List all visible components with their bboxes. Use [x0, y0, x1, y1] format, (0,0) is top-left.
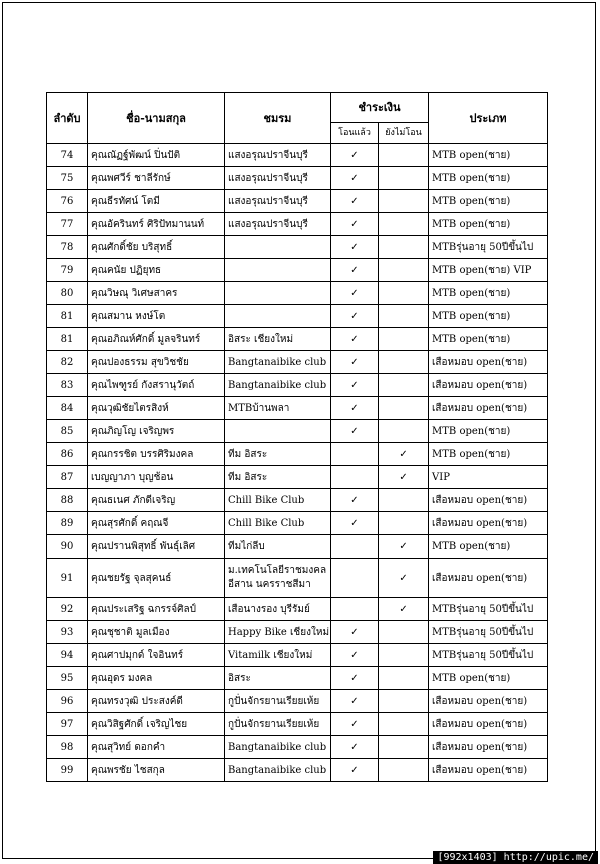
table-row [47, 736, 548, 759]
table-row [47, 535, 548, 559]
row-transferred [331, 305, 379, 328]
row-club: MTBบ้านพลา [225, 397, 331, 420]
check-icon: ✓ [399, 572, 408, 584]
row-category: เสือหมอบ open(ชาย) [429, 397, 548, 420]
row-not-transferred [379, 598, 429, 621]
row-name: คุณชุชาติ มูลเมือง [88, 621, 225, 644]
row-transferred [331, 690, 379, 713]
row-name: คุณคนัย ปฏิยุทธ [88, 259, 225, 282]
row-number: 82 [47, 351, 88, 374]
row-name: คุณประเสริฐ ฉกรรจ์ศิลป์ [88, 598, 225, 621]
check-icon: ✓ [350, 649, 359, 661]
check-icon: ✓ [399, 471, 408, 483]
row-transferred [331, 759, 379, 782]
check-icon: ✓ [399, 541, 408, 552]
row-transferred [331, 512, 379, 535]
row-number: 85 [47, 420, 88, 443]
row-club: กูปั่นจักรยานเรียยเห้ย [225, 690, 331, 713]
row-name: คุณไพฑูรย์ กังสรานุวัตถ์ [88, 374, 225, 397]
row-club: Bangtanaibike club [225, 759, 331, 782]
row-transferred [331, 713, 379, 736]
row-transferred [331, 443, 379, 466]
table-row [47, 559, 548, 598]
row-not-transferred [379, 466, 429, 489]
table-row [47, 144, 548, 167]
row-club: ทีม อิสระ [225, 443, 331, 466]
row-not-transferred [379, 190, 429, 213]
check-icon: ✓ [350, 764, 359, 776]
row-category: เสือหมอบ open(ชาย) [429, 351, 548, 374]
row-not-transferred [379, 282, 429, 305]
row-club: ทีม อิสระ [225, 466, 331, 489]
row-transferred [331, 736, 379, 759]
row-not-transferred [379, 443, 429, 466]
table-row [47, 190, 548, 213]
row-club-line1: ม.เทคโนโลยีราชมงคล [228, 565, 327, 576]
row-name: คุณปองธรรม สุขวิชชัย [88, 351, 225, 374]
row-transferred [331, 535, 379, 559]
row-name: คุณปรานพิสุทธิ์ พันธุ์เลิศ [88, 535, 225, 559]
row-transferred [331, 282, 379, 305]
table-row [47, 213, 548, 236]
row-number: 90 [47, 535, 88, 559]
row-number: 92 [47, 598, 88, 621]
row-club: เสือนางรอง บุรีรัมย์ [225, 598, 331, 621]
row-transferred [331, 621, 379, 644]
row-name: คุณสมาน หงษ์โต [88, 305, 225, 328]
row-category: MTB open(ชาย) VIP [429, 259, 548, 282]
row-not-transferred [379, 213, 429, 236]
row-name: คุณวุฒิชัยไตรสิงห์ [88, 397, 225, 420]
row-club: กูปั่นจักรยานเรียยเห้ย [225, 713, 331, 736]
table-row [47, 489, 548, 512]
registration-table [46, 92, 548, 782]
table-row [47, 667, 548, 690]
check-icon: ✓ [350, 241, 359, 253]
row-name: คุณกรรชิต บรรศิริมงคล [88, 443, 225, 466]
row-club: อิสระ เชียงใหม่ [225, 328, 331, 351]
row-transferred [331, 598, 379, 621]
row-not-transferred [379, 621, 429, 644]
row-club [225, 420, 331, 443]
row-not-transferred [379, 690, 429, 713]
row-category: เสือหมอบ open(ชาย) [429, 512, 548, 535]
row-category: เสือหมอบ open(ชาย) [429, 489, 548, 512]
row-category: MTB open(ชาย) [429, 667, 548, 690]
table-row [47, 466, 548, 489]
row-category: MTBรุ่นอายุ 50ปีขึ้นไป [429, 598, 548, 621]
row-not-transferred [379, 420, 429, 443]
row-number: 96 [47, 690, 88, 713]
row-not-transferred [379, 236, 429, 259]
row-name: คุณวิษณุ วิเศษสาคร [88, 282, 225, 305]
header-club: ชมรม [225, 93, 331, 144]
row-category: MTB open(ชาย) [429, 420, 548, 443]
row-number: 98 [47, 736, 88, 759]
row-transferred [331, 489, 379, 512]
row-number: 76 [47, 190, 88, 213]
table-row [47, 167, 548, 190]
row-not-transferred [379, 259, 429, 282]
row-club: แสงอรุณปราจีนบุรี [225, 144, 331, 167]
row-name: คุณสุรศักดิ์ คฤณจี [88, 512, 225, 535]
table-row [47, 282, 548, 305]
row-name: คุณศักดิ์ชัย บริสุทธิ์ [88, 236, 225, 259]
row-not-transferred [379, 713, 429, 736]
row-number: 83 [47, 374, 88, 397]
row-not-transferred [379, 644, 429, 667]
row-category: MTB open(ชาย) [429, 305, 548, 328]
row-transferred [331, 213, 379, 236]
row-category: MTB open(ชาย) [429, 535, 548, 559]
check-icon: ✓ [350, 310, 359, 322]
row-not-transferred [379, 328, 429, 351]
row-name: คุณอัครินทร์ ศิริปัทมานนท์ [88, 213, 225, 236]
table-row [47, 512, 548, 535]
row-name: คุณศาปมุกด์ ใจอินทร์ [88, 644, 225, 667]
header-not-transferred: ยังไม่โอน [379, 123, 429, 144]
row-category: เสือหมอบ open(ชาย) [429, 713, 548, 736]
check-icon: ✓ [350, 356, 359, 368]
row-not-transferred [379, 305, 429, 328]
row-number: 99 [47, 759, 88, 782]
check-icon: ✓ [399, 603, 408, 615]
header-transferred: โอนแล้ว [331, 123, 379, 144]
image-size-watermark: [992x1403] http://upic.me/ [433, 851, 598, 864]
row-name: คุณธีรทัศน์ โตมี [88, 190, 225, 213]
row-category: MTB open(ชาย) [429, 190, 548, 213]
row-category: เสือหมอบ open(ชาย) [429, 690, 548, 713]
row-number: 94 [47, 644, 88, 667]
row-category: MTBรุ่นอายุ 50ปีขึ้นไป [429, 236, 548, 259]
row-number: 93 [47, 621, 88, 644]
row-club: Bangtanaibike club [225, 351, 331, 374]
row-category: MTB open(ชาย) [429, 167, 548, 190]
check-icon: ✓ [350, 195, 359, 207]
row-name: เบญญาภา บุญช้อน [88, 466, 225, 489]
row-name: คุณอภิณห์ศักดิ์ มูลจรินทร์ [88, 328, 225, 351]
row-club [225, 282, 331, 305]
row-club: ทีมไก่ลีบ [225, 535, 331, 559]
row-transferred [331, 144, 379, 167]
row-transferred [331, 466, 379, 489]
row-transferred [331, 397, 379, 420]
row-name: คุณวิสิฐศักดิ์ เจริญไชย [88, 713, 225, 736]
row-not-transferred [379, 351, 429, 374]
row-club: อิสระ [225, 667, 331, 690]
row-name: คุณทรงวุฒิ ประสงค์ดี [88, 690, 225, 713]
check-icon: ✓ [350, 333, 359, 345]
table-row [47, 690, 548, 713]
row-number: 89 [47, 512, 88, 535]
table-row [47, 397, 548, 420]
row-category: เสือหมอบ open(ชาย) [429, 559, 548, 598]
row-category: เสือหมอบ open(ชาย) [429, 374, 548, 397]
row-number: 78 [47, 236, 88, 259]
row-number: 91 [47, 559, 88, 598]
row-number: 86 [47, 443, 88, 466]
table-row [47, 644, 548, 667]
check-icon: ✓ [350, 218, 359, 230]
table-row [47, 374, 548, 397]
row-number: 97 [47, 713, 88, 736]
row-not-transferred [379, 167, 429, 190]
row-number: 88 [47, 489, 88, 512]
row-not-transferred [379, 489, 429, 512]
row-category: MTB open(ชาย) [429, 328, 548, 351]
row-club: แสงอรุณปราจีนบุรี [225, 190, 331, 213]
row-club [225, 259, 331, 282]
table-row [47, 328, 548, 351]
row-club [225, 305, 331, 328]
table-row [47, 621, 548, 644]
row-transferred [331, 644, 379, 667]
row-not-transferred [379, 559, 429, 598]
check-icon: ✓ [350, 149, 359, 161]
check-icon: ✓ [350, 718, 359, 730]
row-number: 79 [47, 259, 88, 282]
row-number: 75 [47, 167, 88, 190]
table-row [47, 236, 548, 259]
check-icon: ✓ [350, 264, 359, 276]
row-category: VIP [429, 466, 548, 489]
row-number: 95 [47, 667, 88, 690]
row-transferred [331, 351, 379, 374]
table-row [47, 443, 548, 466]
row-club: Chill Bike Club [225, 512, 331, 535]
row-name: คุณภิญโญ เจริญพร [88, 420, 225, 443]
row-name: คุณพรชัย ไชสกุล [88, 759, 225, 782]
row-not-transferred [379, 374, 429, 397]
row-club-line2: อีสาน นครราชสีมา [228, 579, 311, 590]
table-row [47, 420, 548, 443]
row-name: คุณณัฏฐ์พัฒน์ ปิ่นปัติ [88, 144, 225, 167]
check-icon: ✓ [350, 695, 359, 707]
row-not-transferred [379, 512, 429, 535]
row-name: คุณสุวิทย์ ดอกคำ [88, 736, 225, 759]
row-transferred [331, 420, 379, 443]
table-row [47, 259, 548, 282]
row-number: 81 [47, 328, 88, 351]
header-no: ลำดับ [47, 93, 88, 144]
row-category: เสือหมอบ open(ชาย) [429, 736, 548, 759]
row-name: คุณธเนศ ภักดีเจริญ [88, 489, 225, 512]
row-transferred [331, 559, 379, 598]
row-category: MTB open(ชาย) [429, 144, 548, 167]
table-row [47, 305, 548, 328]
check-icon: ✓ [350, 172, 359, 184]
check-icon: ✓ [350, 402, 359, 414]
row-category: MTBรุ่นอายุ 50ปีขึ้นไป [429, 621, 548, 644]
row-club: แสงอรุณปราจีนบุรี [225, 213, 331, 236]
row-not-transferred [379, 736, 429, 759]
row-not-transferred [379, 535, 429, 559]
table-row [47, 759, 548, 782]
check-icon: ✓ [350, 425, 359, 437]
row-club: Vitamilk เชียงใหม่ [225, 644, 331, 667]
row-transferred [331, 236, 379, 259]
row-not-transferred [379, 759, 429, 782]
row-number: 81 [47, 305, 88, 328]
row-category: MTBรุ่นอายุ 50ปีขึ้นไป [429, 644, 548, 667]
row-transferred [331, 374, 379, 397]
row-transferred [331, 259, 379, 282]
row-category: MTB open(ชาย) [429, 282, 548, 305]
table-row [47, 598, 548, 621]
row-club: แสงอรุณปราจีนบุรี [225, 167, 331, 190]
row-not-transferred [379, 667, 429, 690]
row-number: 77 [47, 213, 88, 236]
row-category: MTB open(ชาย) [429, 443, 548, 466]
row-category: MTB open(ชาย) [429, 213, 548, 236]
row-transferred [331, 328, 379, 351]
row-name: คุณอุดร มงคล [88, 667, 225, 690]
header-name: ชื่อ-นามสกุล [88, 93, 225, 144]
header-category: ประเภท [429, 93, 548, 144]
check-icon: ✓ [350, 379, 359, 391]
row-club [225, 559, 331, 598]
row-club: Chill Bike Club [225, 489, 331, 512]
check-icon: ✓ [350, 626, 359, 638]
row-not-transferred [379, 397, 429, 420]
check-icon: ✓ [350, 672, 359, 684]
table-row [47, 713, 548, 736]
row-club: Bangtanaibike club [225, 374, 331, 397]
row-not-transferred [379, 144, 429, 167]
row-club: Happy Bike เชียงใหม่ [225, 621, 331, 644]
check-icon: ✓ [399, 448, 408, 460]
header-payment: ชำระเงิน [331, 93, 429, 123]
row-transferred [331, 667, 379, 690]
check-icon: ✓ [350, 287, 359, 299]
row-number: 87 [47, 466, 88, 489]
table-row [47, 351, 548, 374]
row-number: 84 [47, 397, 88, 420]
row-name: คุณชยรัฐ จุลสุคนธ์ [88, 559, 225, 598]
row-club [225, 236, 331, 259]
row-transferred [331, 190, 379, 213]
row-club: Bangtanaibike club [225, 736, 331, 759]
row-name: คุณพศวีร์ ชาลีรักษ์ [88, 167, 225, 190]
check-icon: ✓ [350, 741, 359, 753]
check-icon: ✓ [350, 494, 359, 506]
row-number: 80 [47, 282, 88, 305]
check-icon: ✓ [350, 517, 359, 529]
row-number: 74 [47, 144, 88, 167]
row-category: เสือหมอบ open(ชาย) [429, 759, 548, 782]
row-transferred [331, 167, 379, 190]
